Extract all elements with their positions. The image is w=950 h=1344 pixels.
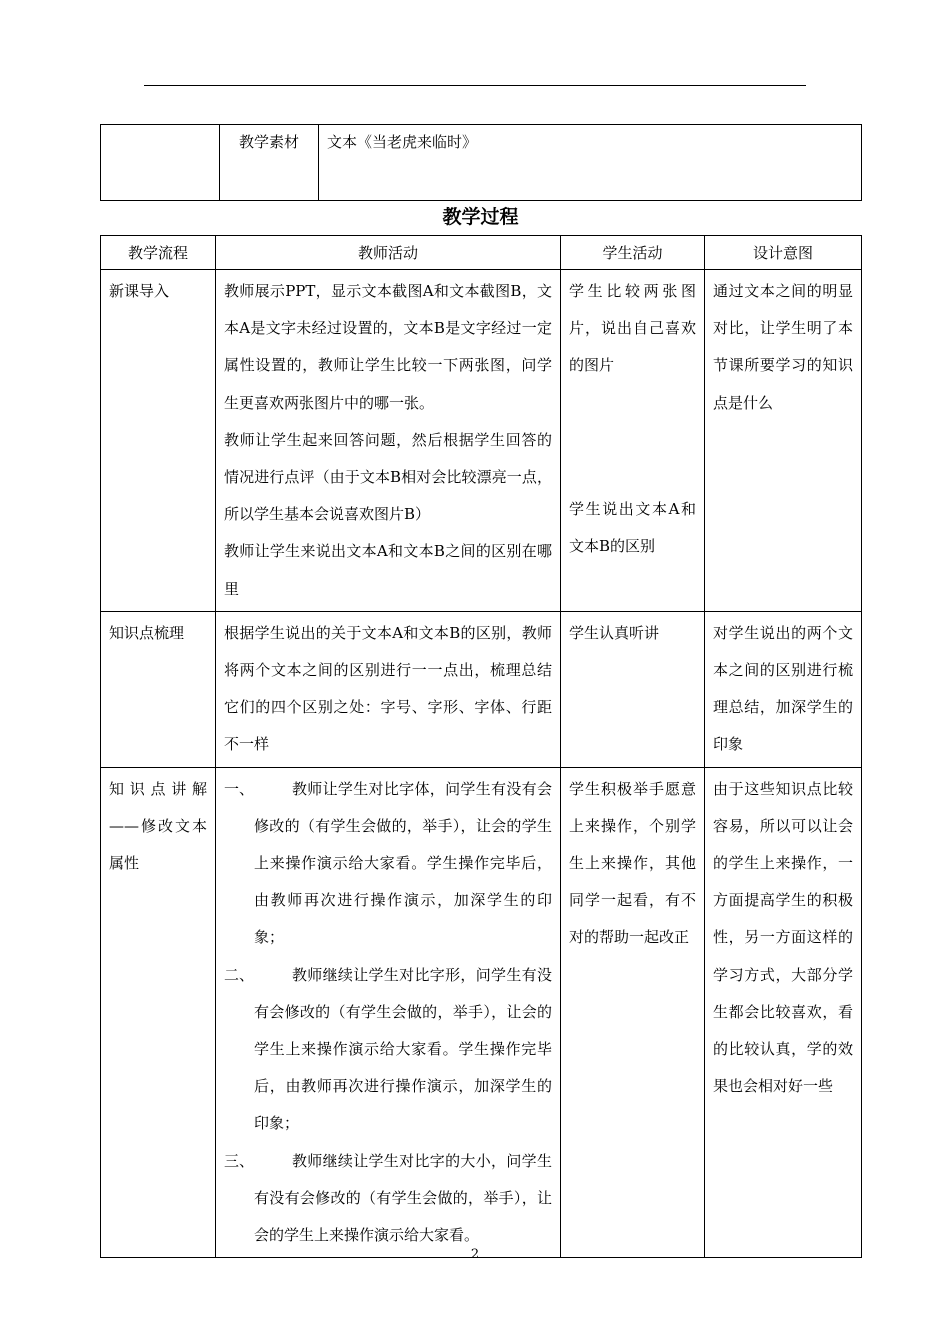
student-cell (561, 270, 705, 612)
intent-cell: 由于这些知识点比较容易，所以可以让会的学生上来操作，一方面提高学生的积极性，另一方面这样的学习方式，大部分学生都会比较喜欢，看的比较认真，学的效果也会相对好一些 (705, 767, 862, 1258)
materials-value: 文本《当老虎来临时》 (319, 125, 862, 201)
table-row (101, 767, 862, 1258)
student-paragraph: 学生比较两张图片，说出自己喜欢的图片 (569, 282, 696, 375)
teacher-paragraph: 教师展示PPT，显示文本截图A和文本截图B，文本A是文字未经过设置的，文本B是文字经过一定属性设置的，教师让学生比较一下两张图，问学生更喜欢两张图片中的哪一张。 (224, 282, 552, 412)
item-text: 教师让学生对比字体，问学生有没有会修改的（有学生会做的，举手），让会的学生上来操作演示给大家看。学生操作完毕后，由教师再次进行操作演示，加深学生的印象； (254, 779, 552, 947)
process-table (100, 235, 862, 1258)
section-title: 教学过程 (442, 206, 519, 228)
numbered-item (224, 957, 552, 1143)
col-header-intent: 设计意图 (705, 236, 862, 270)
col-header-student: 学生活动 (561, 236, 705, 270)
item-number: 二、 (224, 965, 255, 984)
header-rule (144, 85, 806, 86)
col-header-stage: 教学流程 (101, 236, 216, 270)
student-paragraph: 学生说出文本A和文本B的区别 (569, 499, 696, 555)
intent-cell: 通过文本之间的明显对比，让学生明了本节课所要学习的知识点是什么 (705, 270, 862, 612)
teacher-paragraph: 教师让学生来说出文本A和文本B之间的区别在哪里 (224, 542, 552, 598)
teacher-paragraph: 教师让学生起来回答问题，然后根据学生回答的情况进行点评（由于文本B相对会比较漂亮一点，所以学生基本会说喜欢图片B） (224, 430, 552, 524)
item-text: 教师继续让学生对比字形，问学生有没有会修改的（有学生会做的，举手），让会的学生上来操作演示给大家看。学生操作完毕后，由教师再次进行操作演示，加深学生的印象； (254, 965, 552, 1133)
table-row (101, 270, 862, 612)
item-number: 三、 (224, 1151, 255, 1170)
spacer (569, 385, 696, 491)
item-text: 教师继续让学生对比字的大小，问学生有没有会修改的（有学生会做的，举手），让会的学生上来操作演示给大家看。 (254, 1151, 552, 1245)
student-cell: 学生积极举手愿意上来操作，个别学生上来操作，其他同学一起看，有不对的帮助一起改正 (561, 767, 705, 1258)
table-row (101, 611, 862, 767)
stage-cell: 知识点讲解——修改文本属性 (101, 767, 216, 1258)
stage-cell: 知识点梳理 (101, 611, 216, 767)
header-row (101, 236, 862, 270)
page-number: 2 (470, 1247, 480, 1262)
col-header-teacher: 教师活动 (216, 236, 561, 270)
materials-row (101, 125, 862, 201)
materials-label: 教学素材 (220, 125, 319, 201)
student-cell: 学生认真听讲 (561, 611, 705, 767)
teacher-cell (216, 270, 561, 612)
teacher-cell: 根据学生说出的关于文本A和文本B的区别，教师将两个文本之间的区别进行一一点出，梳理总结它们的四个区别之处：字号、字形、字体、行距不一样 (216, 611, 561, 767)
numbered-item (224, 771, 552, 957)
materials-empty-cell (101, 125, 220, 201)
numbered-item (224, 1143, 552, 1255)
item-number: 一、 (224, 779, 255, 798)
intent-cell: 对学生说出的两个文本之间的区别进行梳理总结，加深学生的印象 (705, 611, 862, 767)
stage-cell: 新课导入 (101, 270, 216, 612)
teacher-cell (216, 767, 561, 1258)
materials-table (100, 124, 862, 201)
